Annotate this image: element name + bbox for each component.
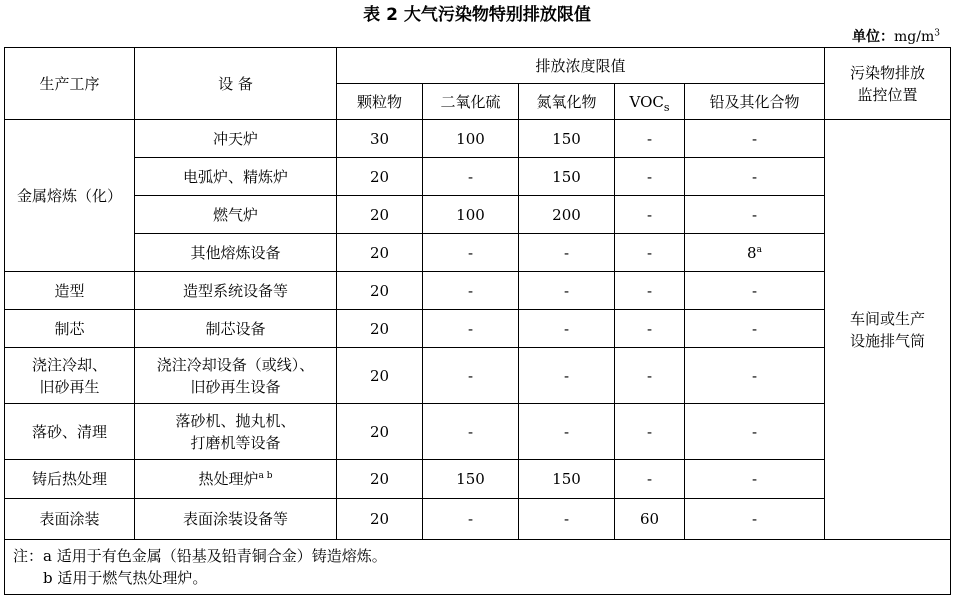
value-cell: - xyxy=(519,499,615,540)
process-pouring-line1: 浇注冷却、 xyxy=(31,355,107,374)
value-cell: 30 xyxy=(337,120,423,158)
value-cell: 150 xyxy=(519,460,615,499)
equipment-molding: 造型系统设备等 xyxy=(135,272,337,310)
value-cell: - xyxy=(423,234,519,272)
value-cell: - xyxy=(685,310,825,348)
table-title: 表 2 大气污染物特别排放限值 xyxy=(363,5,591,25)
value-cell: - xyxy=(519,404,615,460)
value-cell: 100 xyxy=(423,120,519,158)
equipment-coating: 表面涂装设备等 xyxy=(135,499,337,540)
header-vocs-text: VOC xyxy=(629,92,664,111)
equipment-pouring-line2: 旧砂再生设备 xyxy=(190,377,281,396)
equipment-heat-treatment xyxy=(135,460,337,499)
notes-row xyxy=(5,540,951,595)
value-cell: - xyxy=(519,272,615,310)
value-cell: 20 xyxy=(337,310,423,348)
value-cell: - xyxy=(615,234,685,272)
value-cell: - xyxy=(423,310,519,348)
monitor-location-line2: 设施排气筒 xyxy=(850,331,926,350)
equipment-shakeout-line1: 落砂机、抛丸机、 xyxy=(175,411,296,430)
process-heat-treatment: 铸后热处理 xyxy=(5,460,135,499)
lead-value: 8 xyxy=(747,243,757,262)
unit-label xyxy=(852,27,940,47)
emission-limits-table xyxy=(4,47,951,595)
value-cell: - xyxy=(685,120,825,158)
equipment-core: 制芯设备 xyxy=(135,310,337,348)
table-row xyxy=(5,460,951,499)
value-cell: 20 xyxy=(337,348,423,404)
table-row xyxy=(5,234,951,272)
unit-superscript: 3 xyxy=(934,28,940,39)
value-cell: - xyxy=(615,158,685,196)
equipment-shakeout xyxy=(135,404,337,460)
value-cell: - xyxy=(685,460,825,499)
value-cell: 150 xyxy=(519,158,615,196)
monitor-location-line1: 车间或生产 xyxy=(850,309,926,328)
value-cell: - xyxy=(519,310,615,348)
table-row xyxy=(5,158,951,196)
unit-prefix: 单位： xyxy=(852,29,895,45)
process-coating: 表面涂装 xyxy=(5,499,135,540)
header-monitor-line2: 监控位置 xyxy=(857,85,918,104)
value-cell: - xyxy=(423,272,519,310)
process-molding: 造型 xyxy=(5,272,135,310)
value-cell: - xyxy=(423,158,519,196)
value-cell: - xyxy=(615,120,685,158)
process-core: 制芯 xyxy=(5,310,135,348)
header-vocs xyxy=(615,84,685,120)
unit-value: mg/m xyxy=(894,29,935,45)
table-row xyxy=(5,310,951,348)
value-cell: 100 xyxy=(423,196,519,234)
header-vocs-subscript: s xyxy=(663,100,670,114)
footnote-a-mark: a xyxy=(756,244,762,255)
value-cell: - xyxy=(615,272,685,310)
value-cell: - xyxy=(519,348,615,404)
process-pouring xyxy=(5,348,135,404)
equipment-arc-furnace: 电弧炉、精炼炉 xyxy=(135,158,337,196)
table-row xyxy=(5,196,951,234)
equipment-shakeout-line2: 打磨机等设备 xyxy=(190,433,281,452)
table-row xyxy=(5,272,951,310)
value-cell: - xyxy=(423,404,519,460)
header-lead: 铅及其化合物 xyxy=(685,84,825,120)
process-pouring-line2: 旧砂再生 xyxy=(39,377,100,396)
process-metal-smelting: 金属熔炼（化） xyxy=(5,120,135,272)
header-process: 生产工序 xyxy=(5,48,135,120)
process-shakeout: 落砂、清理 xyxy=(5,404,135,460)
value-cell: 20 xyxy=(337,272,423,310)
header-monitor-line1: 污染物排放 xyxy=(850,63,926,82)
equipment-pouring-line1: 浇注冷却设备（或线）、 xyxy=(156,355,315,374)
value-cell: - xyxy=(615,310,685,348)
value-cell: 20 xyxy=(337,499,423,540)
value-cell: - xyxy=(615,460,685,499)
value-cell: 20 xyxy=(337,158,423,196)
footnote-ab-mark: a b xyxy=(258,471,273,481)
value-cell: - xyxy=(685,272,825,310)
value-cell: - xyxy=(615,196,685,234)
value-cell: - xyxy=(685,404,825,460)
table-row xyxy=(5,120,951,158)
table-notes xyxy=(5,540,951,595)
table-row xyxy=(5,499,951,540)
value-cell: 200 xyxy=(519,196,615,234)
value-cell: 60 xyxy=(615,499,685,540)
value-cell: - xyxy=(423,499,519,540)
value-cell: - xyxy=(423,348,519,404)
table-row xyxy=(5,348,951,404)
value-cell: 150 xyxy=(519,120,615,158)
monitor-location xyxy=(825,120,951,540)
value-cell xyxy=(685,234,825,272)
header-monitor-location xyxy=(825,48,951,120)
equipment-other-smelting: 其他熔炼设备 xyxy=(135,234,337,272)
value-cell: - xyxy=(685,196,825,234)
value-cell: - xyxy=(615,404,685,460)
value-cell: 20 xyxy=(337,460,423,499)
equipment-pouring xyxy=(135,348,337,404)
header-row-1 xyxy=(5,48,951,84)
equipment-gas-furnace: 燃气炉 xyxy=(135,196,337,234)
equipment-cupola: 冲天炉 xyxy=(135,120,337,158)
value-cell: - xyxy=(685,158,825,196)
value-cell: - xyxy=(615,348,685,404)
header-particulate: 颗粒物 xyxy=(337,84,423,120)
value-cell: - xyxy=(685,348,825,404)
value-cell: 150 xyxy=(423,460,519,499)
value-cell: 20 xyxy=(337,196,423,234)
header-limits: 排放浓度限值 xyxy=(337,48,825,84)
note-a: 注：a 适用于有色金属（铅基及铅青铜合金）铸造熔炼。 xyxy=(13,547,387,565)
header-so2: 二氧化硫 xyxy=(423,84,519,120)
note-b: b 适用于燃气热处理炉。 xyxy=(13,569,208,587)
value-cell: 20 xyxy=(337,404,423,460)
value-cell: 20 xyxy=(337,234,423,272)
table-row xyxy=(5,404,951,460)
value-cell: - xyxy=(685,499,825,540)
header-equipment: 设 备 xyxy=(135,48,337,120)
equipment-heat-text: 热处理炉 xyxy=(198,470,259,488)
header-nox: 氮氧化物 xyxy=(519,84,615,120)
value-cell: - xyxy=(519,234,615,272)
